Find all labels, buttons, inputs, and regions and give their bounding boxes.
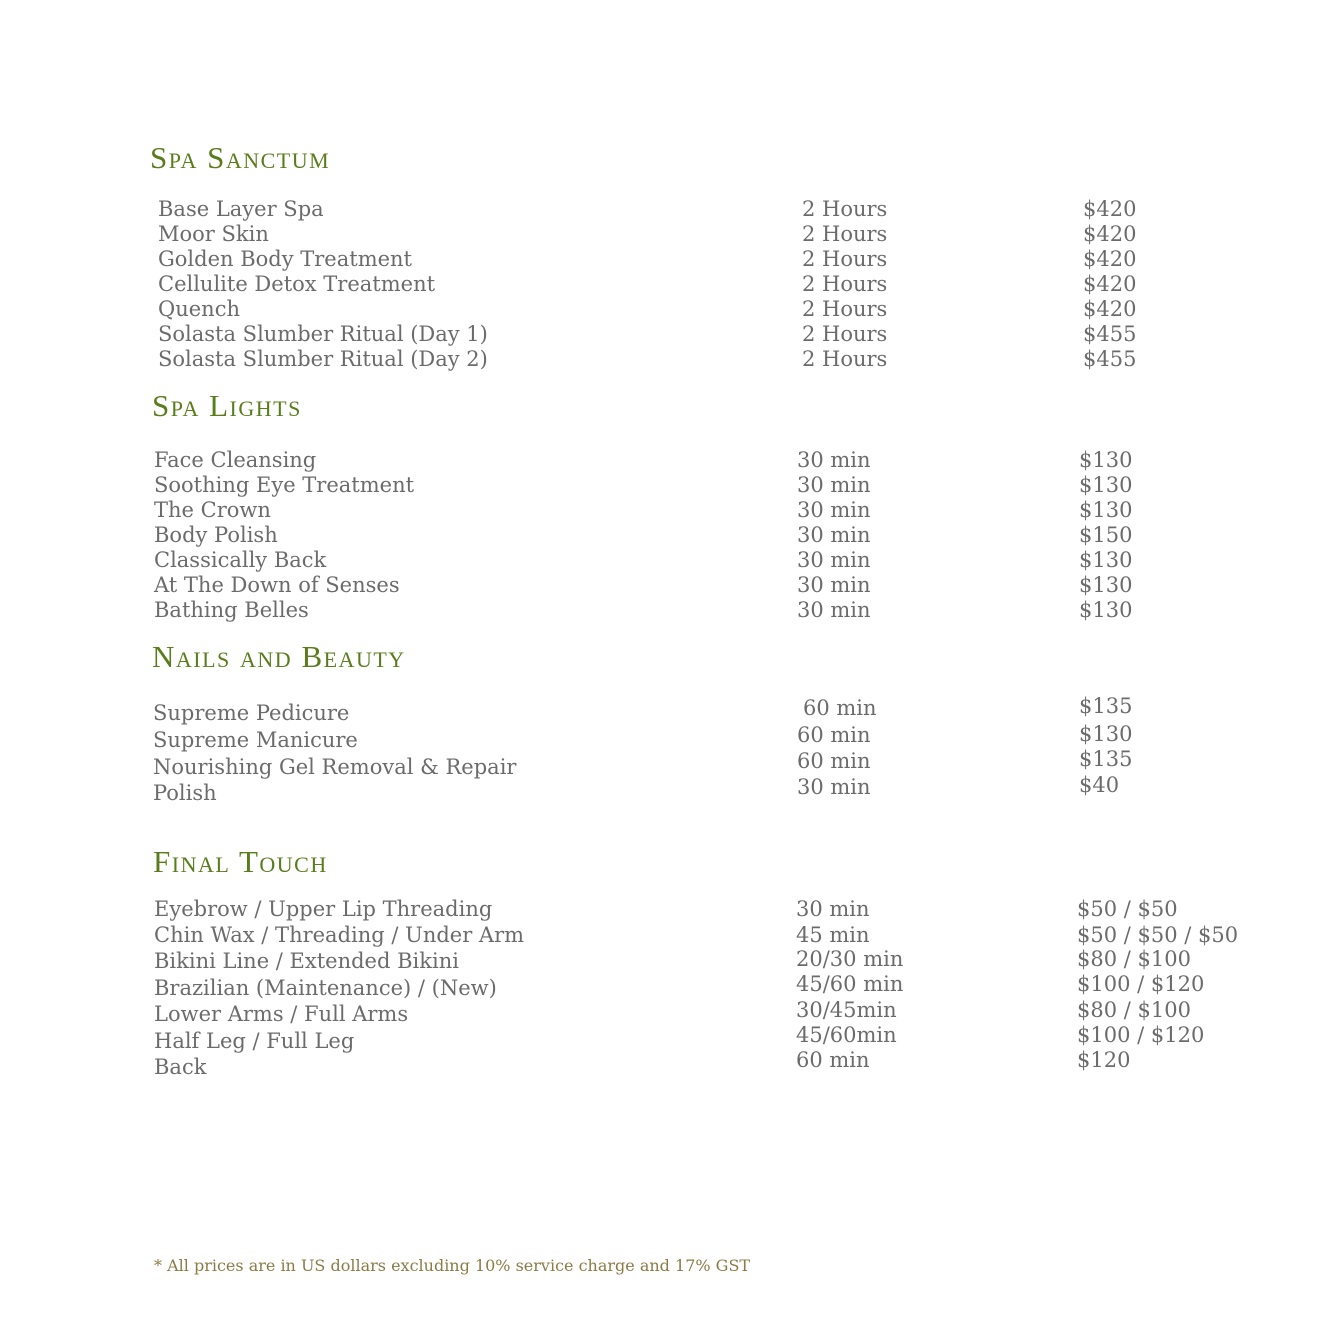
treatment-duration: 30 min [797,473,871,497]
treatment-duration: 2 Hours [802,272,888,296]
treatment-price: $130 [1079,548,1133,572]
treatment-duration: 2 Hours [802,297,888,321]
menu-row [0,694,1333,726]
treatment-duration: 30 min [796,897,870,921]
menu-row [0,321,1333,347]
treatment-name: Supreme Manicure [153,728,358,752]
section-title-spa-lights: Spa Lights [152,388,302,423]
menu-row [0,447,1333,473]
menu-row [0,522,1333,548]
treatment-price: $100 / $120 [1077,972,1205,996]
treatment-name: Moor Skin [158,222,269,246]
menu-row [0,572,1333,598]
section-title-nails-and-beauty: Nails and Beauty [152,639,406,674]
treatment-price: $420 [1083,297,1137,321]
menu-row [0,1023,1333,1054]
treatment-price: $120 [1077,1048,1131,1072]
menu-row [0,722,1333,753]
treatment-name: Golden Body Treatment [158,247,412,271]
treatment-duration: 30 min [797,775,871,799]
treatment-name: Classically Back [154,548,327,572]
treatment-price: $130 [1079,573,1133,597]
treatment-price: $420 [1083,197,1137,221]
treatment-name: Half Leg / Full Leg [154,1029,355,1053]
treatment-duration: 60 min [796,1048,870,1072]
treatment-name: The Crown [154,498,271,522]
treatment-price: $150 [1079,523,1133,547]
section-title-spa-sanctum: Spa Sanctum [150,140,331,175]
treatment-price: $455 [1083,322,1137,346]
menu-row [0,271,1333,297]
menu-row [0,497,1333,523]
treatment-name: Solasta Slumber Ritual (Day 2) [158,347,488,371]
treatment-price: $100 / $120 [1077,1023,1205,1047]
treatment-price: $130 [1079,598,1133,622]
treatment-name: Nourishing Gel Removal & Repair [153,755,517,779]
treatment-price: $40 [1079,773,1120,797]
treatment-name: Brazilian (Maintenance) / (New) [154,976,497,1000]
menu-row [0,922,1333,948]
section-title-final-touch: Final Touch [153,844,328,879]
treatment-price: $420 [1083,222,1137,246]
menu-row [0,773,1333,806]
treatment-duration: 60 min [797,723,871,747]
treatment-price: $135 [1079,694,1133,718]
treatment-price: $130 [1079,473,1133,497]
treatment-name: Quench [158,297,240,321]
treatment-duration: 45/60min [796,1023,897,1047]
treatment-price: $50 / $50 [1077,897,1178,921]
treatment-duration: 30 min [797,523,871,547]
treatment-duration: 2 Hours [802,197,888,221]
menu-row [0,296,1333,322]
menu-row [0,196,1333,222]
treatment-name: Face Cleansing [154,448,317,472]
menu-row [0,896,1333,922]
treatment-duration: 2 Hours [802,347,888,371]
treatment-name: At The Down of Senses [154,573,400,597]
treatment-duration: 30 min [797,548,871,572]
treatment-duration: 30/45min [796,998,897,1022]
menu-row [0,747,1333,780]
menu-row [0,221,1333,247]
treatment-duration: 45 min [796,923,870,947]
treatment-duration: 45/60 min [796,972,904,996]
treatment-name: Bathing Belles [154,598,309,622]
treatment-duration: 60 min [797,749,871,773]
menu-row [0,1048,1333,1080]
treatment-duration: 30 min [797,598,871,622]
menu-row [0,472,1333,498]
treatment-name: Body Polish [154,523,278,547]
treatment-name: Chin Wax / Threading / Under Arm [154,923,525,947]
treatment-name: Bikini Line / Extended Bikini [154,949,459,973]
treatment-duration: 2 Hours [802,222,888,246]
menu-row [0,346,1333,372]
treatment-price: $130 [1079,448,1133,472]
treatment-duration: 2 Hours [802,247,888,271]
treatment-name: Polish [153,781,217,805]
treatment-name: Base Layer Spa [158,197,324,221]
price-footnote: * All prices are in US dollars excluding 10% service charge and 17% GST [154,1256,751,1275]
treatment-name: Cellulite Detox Treatment [158,272,436,296]
treatment-duration: 30 min [797,448,871,472]
treatment-name: Eyebrow / Upper Lip Threading [154,897,493,921]
treatment-name: Solasta Slumber Ritual (Day 1) [158,322,488,346]
treatment-price: $135 [1079,747,1133,771]
treatment-price: $80 / $100 [1077,947,1191,971]
menu-row [0,246,1333,272]
treatment-duration: 20/30 min [796,947,904,971]
treatment-price: $50 / $50 / $50 [1077,923,1239,947]
menu-row [0,547,1333,573]
treatment-name: Soothing Eye Treatment [154,473,415,497]
treatment-duration: 30 min [797,573,871,597]
treatment-price: $130 [1079,722,1133,746]
treatment-name: Lower Arms / Full Arms [154,1002,409,1026]
treatment-duration: 30 min [797,498,871,522]
treatment-duration: 60 min [803,696,877,720]
treatment-price: $80 / $100 [1077,998,1191,1022]
treatment-duration: 2 Hours [802,322,888,346]
treatment-price: $420 [1083,247,1137,271]
treatment-price: $455 [1083,347,1137,371]
treatment-price: $420 [1083,272,1137,296]
treatment-name: Supreme Pedicure [153,701,350,725]
treatment-price: $130 [1079,498,1133,522]
menu-row [0,597,1333,623]
treatment-name: Back [154,1055,207,1079]
